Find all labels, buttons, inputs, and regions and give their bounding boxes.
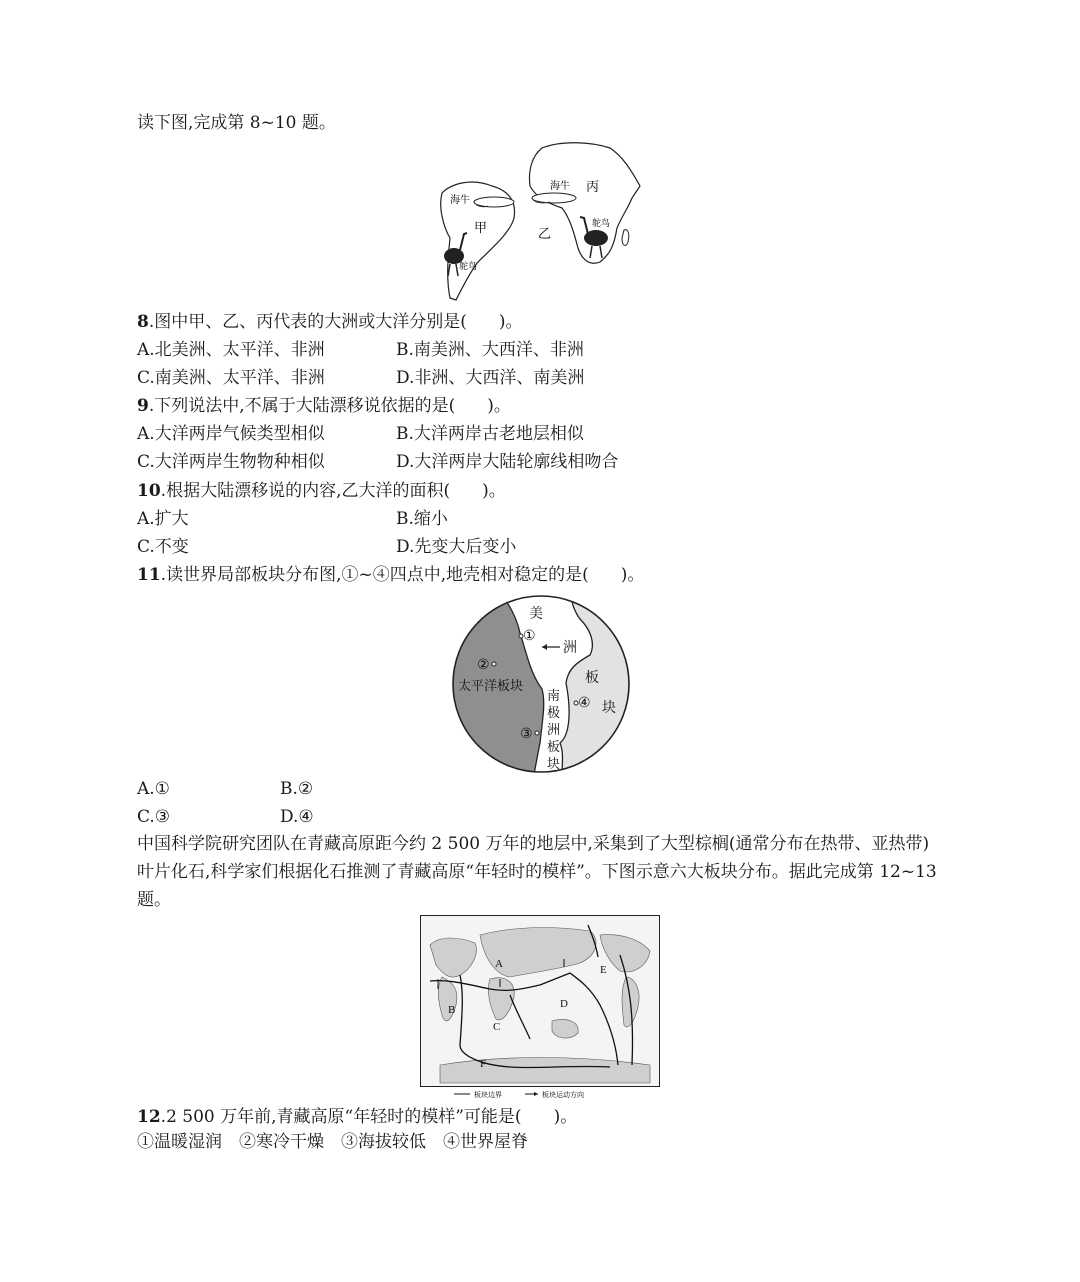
question-8-tail: )。	[498, 312, 523, 332]
fig2-point-1: ①	[523, 629, 536, 644]
question-10-stem: .根据大陆漂移说的内容,乙大洋的面积(	[160, 481, 451, 501]
label-bing: 丙	[586, 179, 600, 194]
fig2-antarctic-5: 块	[547, 756, 561, 771]
question-10-tail: )。	[482, 481, 506, 501]
question-9-stem: .下列说法中,不属于大陆漂移说依据的是(	[148, 396, 456, 416]
fig2-label-mei: 美	[529, 607, 543, 622]
passage-12-13: 中国科学院研究团队在青藏高原距今约 2 500 万年的地层中,采集到了大型棕榈(通常分布在热带、亚热带)叶片化石,科学家们根据化石推测了青藏高原“年轻时的模样”。下图示意六大板块分布。据此完成第 12~13 题。	[137, 834, 937, 910]
q9-option-d[interactable]: D.大洋两岸大陆轮廓线相吻合	[396, 452, 619, 472]
legend-direction-label: 板块运动方向	[542, 1092, 584, 1099]
question-12-choices: ①温暖湿润 ②寒冷干燥 ③海拔较低 ④世界屋脊	[137, 1132, 528, 1152]
world-plates-map	[420, 915, 660, 1100]
label-jia: 甲	[474, 220, 488, 235]
q9-option-b[interactable]: B.大洋两岸古老地层相似	[396, 424, 584, 444]
q11-option-d[interactable]: D.④	[280, 807, 314, 827]
manatee-icon-right	[532, 193, 576, 203]
question-12-number: 12	[137, 1107, 161, 1127]
label-hainiu-1: 海牛	[450, 195, 470, 206]
question-11-stem: .读世界局部板块分布图,①~④四点中,地壳相对稳定的是(	[160, 565, 589, 585]
question-11	[137, 564, 644, 586]
legend-boundary-label: 板块边界	[474, 1092, 502, 1099]
question-11-number: 11	[137, 565, 161, 585]
fig2-antarctic-1: 南	[547, 688, 561, 703]
question-8	[137, 311, 523, 333]
fig2-label-pacific: 太平洋板块	[458, 678, 524, 693]
question-11-tail: )。	[620, 565, 645, 585]
continent-drift-figure	[432, 138, 647, 306]
label-yi: 乙	[538, 226, 552, 241]
label-hainiu-2: 海牛	[550, 181, 570, 192]
question-12	[137, 1106, 577, 1128]
q8-option-b[interactable]: B.南美洲、大西洋、非洲	[396, 340, 584, 360]
q11-option-b[interactable]: B.②	[280, 779, 314, 799]
question-9-tail: )。	[487, 396, 511, 416]
question-8-stem: .图中甲、乙、丙代表的大洲或大洋分别是(	[148, 312, 467, 332]
fig2-point-2: ②	[477, 658, 490, 673]
fig2-label-kuai: 块	[602, 701, 616, 716]
fig2-label-zhou: 洲	[563, 641, 577, 656]
q10-option-c[interactable]: C.不变	[137, 537, 189, 557]
label-tuoniao-1: 鸵鸟	[459, 261, 478, 271]
q11-option-a[interactable]: A.①	[137, 779, 170, 799]
plate-label-d: D	[560, 998, 568, 1010]
q11-option-c[interactable]: C.③	[137, 807, 171, 827]
fig2-antarctic-4: 板	[547, 739, 561, 754]
plate-label-f: F	[480, 1058, 487, 1070]
legend-direction-arrow-icon	[534, 1092, 538, 1096]
question-8-number: 8	[137, 312, 149, 332]
q10-option-a[interactable]: A.扩大	[137, 509, 189, 529]
q8-option-c[interactable]: C.南美洲、太平洋、非洲	[137, 368, 325, 388]
label-tuoniao-2: 鸵鸟	[592, 218, 611, 228]
question-9-number: 9	[137, 396, 149, 416]
question-10	[137, 480, 506, 502]
fig2-point-3: ③	[520, 727, 533, 742]
question-12-stem: .2 500 万年前,青藏高原“年轻时的模样”可能是(	[160, 1107, 522, 1127]
question-12-tail: )。	[553, 1107, 578, 1127]
plate-distribution-figure	[450, 593, 632, 775]
fig2-label-ban: 板	[585, 671, 599, 686]
question-9	[137, 395, 511, 417]
plate-label-a: A	[495, 958, 503, 970]
question-10-number: 10	[137, 481, 161, 501]
q9-option-c[interactable]: C.大洋两岸生物物种相似	[137, 452, 325, 472]
fig2-antarctic-3: 洲	[547, 722, 561, 737]
plate-label-e: E	[600, 964, 607, 976]
q9-option-a[interactable]: A.大洋两岸气候类型相似	[137, 424, 325, 444]
manatee-icon-left	[474, 197, 514, 207]
plate-label-b: B	[448, 1004, 456, 1016]
fig2-antarctic-2: 极	[547, 705, 561, 720]
fig2-point-4: ④	[578, 696, 591, 711]
intro-8-10: 读下图,完成第 8~10 题。	[137, 113, 336, 133]
q10-option-d[interactable]: D.先变大后变小	[396, 537, 517, 557]
q8-option-d[interactable]: D.非洲、大西洋、南美洲	[396, 368, 585, 388]
q10-option-b[interactable]: B.缩小	[396, 509, 448, 529]
q8-option-a[interactable]: A.北美洲、太平洋、非洲	[137, 340, 325, 360]
plate-label-c: C	[493, 1021, 501, 1033]
